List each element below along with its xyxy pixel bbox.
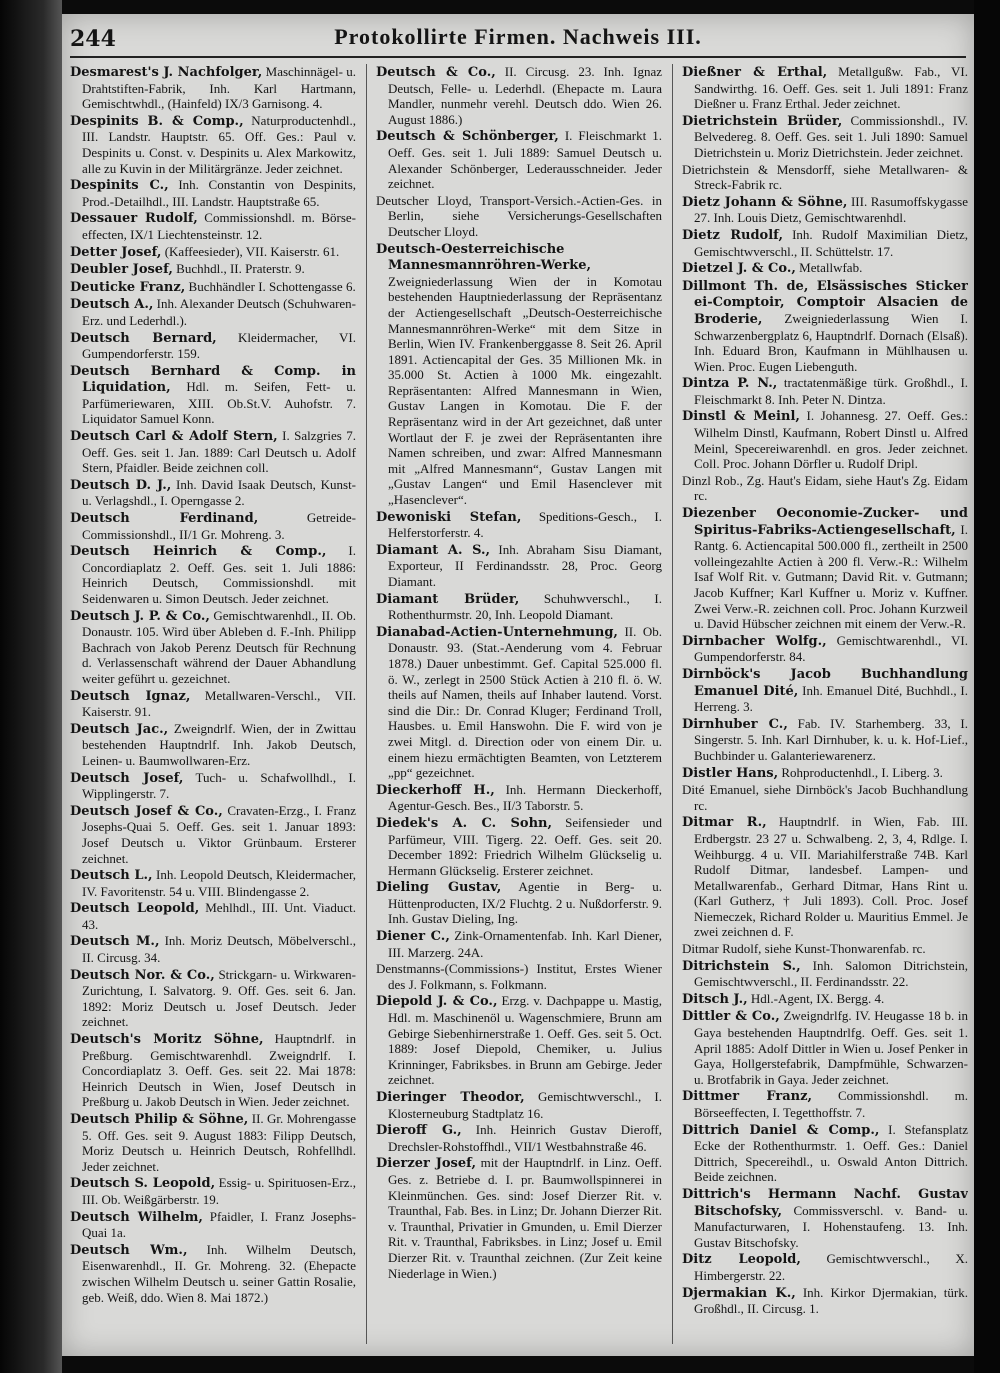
firm-name: Dirnbacher Wolfg., — [682, 633, 827, 649]
firm-name: Deutsch's Moritz Söhne, — [70, 1032, 264, 1048]
firm-name: Deutsch Philip & Söhne, — [70, 1112, 249, 1127]
firm-name: Djermakian K., — [682, 1285, 796, 1301]
firm-name: Diamant Brüder, — [376, 591, 520, 607]
entry-text: Zweigniederlassung Wien der in Komotau bestehenden Hauptniederlassung der Repräsentanz der Actiengesellschaft „Deutsch-Oesterreichische Mannesmannröhren-Werke“ mit dem Sitze in Berlin, Wien IV. Frankenberggasse 8. Seit 26. April 1891. Actiencapital der Ges. 35 Millionen Mk. in 35.000 St. Actien à 1000 Mk. eingezahlt. Repräsentanten: Alfred Mannesmann in Wien, Gustav Langen in Komotau. Die F. der Repräsentanz wird in der Art gezeichnet, daß unter Wortlaut der F. je zwei der Repräsentanten ihre Namen schreiben, und zwar: Alfred Mannesmann mit „Alfred Mannesmann“, Gustav Langen mit „Gustav Langen“ und Emil Hasenclever mit „Hasenclever“. — [388, 273, 662, 508]
firm-name: Dieling Gustav, — [376, 880, 502, 896]
firm-name: Dierzer Josef, — [376, 1156, 476, 1172]
directory-entry — [682, 958, 968, 990]
firm-name: Diener C., — [376, 929, 450, 945]
firm-name: Deutsch Nor. & Co., — [70, 967, 215, 983]
scan-border — [974, 0, 1000, 1373]
directory-entry — [682, 1088, 968, 1120]
firm-name: Deuticke Franz, — [70, 279, 186, 295]
directory-entry — [70, 477, 356, 509]
directory-entry — [70, 363, 356, 427]
entry-text: Inh. Salomon Ditrichstein, Gemischtwverschl., II. Ferdinandsstr. 22. — [694, 957, 968, 990]
entry-text: Buchhändler I. Schottengasse 6. — [188, 278, 356, 294]
directory-entry — [376, 782, 662, 814]
firm-name: Deutsch Wilhelm, — [70, 1209, 203, 1225]
entry-text: I. Salzgries 7. Oeff. Ges. seit 1. Jan. 1889: Carl Deutsch u. Adolf Stern, Pfaidler. Beide zeichnen coll. — [82, 428, 356, 476]
directory-entry — [682, 1122, 968, 1185]
firm-name: Deutsch Heinrich & Comp., — [70, 544, 327, 560]
entry-text: Inh. Constantin von Despinits, Prod.-Detailhdl., III. Landstr. Hauptstraße 65. — [82, 177, 356, 209]
firm-name: Diamant A. S., — [376, 542, 491, 558]
entry-text: Schuhwverschl., I. Rothenthurmstr. 20, Inh. Leopold Diamant. — [388, 590, 662, 623]
directory-page — [62, 14, 974, 1356]
entry-text: Fab. IV. Starhemberg. 33, I. Singerstr. 5. Inh. Karl Dirnhuber, k. u. k. Hof-Lief., Buchbinder u. Galanteriewarenerz. — [694, 715, 968, 763]
directory-entry — [682, 782, 968, 813]
directory-entry — [682, 765, 968, 782]
directory-entry — [376, 879, 662, 927]
directory-entry — [682, 64, 968, 112]
entry-text: Speditions-Gesch., I. Helferstorferstr. 4. — [388, 508, 662, 541]
entry-text: Maschinnägel- u. Drahtstiften-Fabrik, Inh. Karl Hartmann, Gemischtwhdl., (Hainfeld) IX/3 Garnisong. 4. — [82, 64, 356, 112]
directory-entry — [682, 1251, 968, 1283]
directory-entry — [682, 1008, 968, 1087]
directory-entry — [70, 244, 356, 261]
firm-name: Dietz Rudolf, — [682, 227, 783, 243]
firm-name: Diepold J. & Co., — [376, 994, 498, 1010]
firm-name: Dittrich Daniel & Comp., — [682, 1122, 880, 1138]
firm-name: Diedek's A. C. Sohn, — [376, 815, 553, 831]
directory-entry — [70, 261, 356, 278]
firm-name: Deutsch M., — [70, 934, 160, 950]
entry-text: Zweigndrlfg. IV. Heugasse 18 b. in Gaya bestehenden Hauptndrlfg. Oeff. Ges. seit 1. April 1885: Adolf Dittler in Wien u. Josef Penker in Gaya, Hollgerstefabrik, Dampfmühle, Schwarzen- u. Brotfabrik in Gaya. Jeder zeichnet. — [694, 1008, 968, 1087]
directory-entry — [376, 64, 662, 127]
entry-text: Mehlhdl., III. Unt. Viaduct. 43. — [82, 900, 356, 932]
directory-entry — [376, 128, 662, 191]
directory-entry — [70, 1242, 356, 1305]
entry-text: Rohproductenhdl., I. Liberg. 3. — [781, 764, 943, 780]
firm-name: Despinits C., — [70, 178, 169, 194]
firm-name: Deutsch & Schönberger, — [376, 129, 559, 145]
firm-name: Deutsch A., — [70, 297, 154, 313]
page-header — [62, 22, 974, 56]
entry-text: Agentie in Berg- u. Hüttenproducten, IX/2 Fluchtg. 2 u. Nußdorferstr. 9. Inh. Gustav Dieling, Ing. — [388, 879, 662, 927]
firm-name: Dieroff G., — [376, 1123, 462, 1139]
firm-name: Despinits B. & Comp., — [70, 113, 244, 129]
entry-text: Essig- u. Spirituosen-Erz., III. Ob. Weißgärberstr. 19. — [82, 1175, 356, 1207]
entry-text: Dinzl Rob., Zg. Haut's Eidam, siehe Haut's Zg. Eidam rc. — [682, 472, 968, 504]
directory-entry — [682, 260, 968, 277]
firm-name: Dießner & Erthal, — [682, 65, 828, 80]
entry-text: Hauptndrlf. in Wien, Fab. III. Erdbergstr. 23 27 u. Schwalbeng. 2, 3, 4, Rdlge. I. Weihburgg. 4 u. VII. Mariahilferstraße 74B. Karl Rudolf Ditmar, landesbef. Lampen- und Metallwarenfab., Gerhard Ditmar, Hans Rint u. (Karl Gutherz, † Juli 1893). Coll. Proc. Josef Niemeczek, Richard Rolder u. Mauritius Emmel. Je zwei zeichnen d. F. — [694, 814, 968, 940]
firm-name: Dittler & Co., — [682, 1009, 780, 1025]
firm-name: Dintza P. N., — [682, 376, 778, 392]
directory-entry — [682, 941, 968, 957]
directory-entry — [682, 991, 968, 1008]
firm-name: Dianabad-Actien-Unternehmung, — [376, 624, 618, 640]
entry-text: Hdl.-Agent, IX. Bergg. 4. — [750, 990, 885, 1006]
entry-text: Inh. Hermann Dieckerhoff, Agentur-Gesch. Bes., II/3 Taborstr. 5. — [388, 781, 662, 814]
entry-text: Metallwaren-Verschl., VII. Kaiserstr. 91. — [82, 687, 356, 720]
entry-text: Dietrichstein & Mensdorff, siehe Metallwaren- & Streck-Fabrik rc. — [682, 161, 968, 193]
entry-text: Gemischtwverschl., X. Himbergerstr. 22. — [694, 1251, 968, 1283]
firm-name: Dirnböck's Jacob Buchhandlung Emanuel Dité, — [682, 666, 968, 699]
firm-name: Dietrichstein Brüder, — [682, 113, 843, 129]
firm-name: Deutsch Leopold, — [70, 901, 200, 917]
entry-text: Inh. Wilhelm Deutsch, Eisenwarenhdl., II. Gr. Mohreng. 32. (Ehepacte zwischen Wilhelm Deutsch u. seiner Gattin Rosalie, geb. Weiß, ddo. Wien 8. Mai 1872.) — [82, 1241, 356, 1305]
directory-entry — [70, 64, 356, 112]
entry-text: Buchhdl., II. Praterstr. 9. — [176, 261, 305, 277]
entry-text: Seifensieder und Parfümeur, VIII. Tigerg. 22. Oeff. Ges. seit 20. December 1892: Friedrich Wilhelm Glückselig u. Hermann Glückselig. Ersterer zeichnet. — [388, 814, 662, 878]
directory-entry — [70, 867, 356, 899]
entry-text: Metallwfab. — [799, 260, 863, 276]
firm-name: Deutsch L., — [70, 868, 153, 884]
directory-entry — [70, 967, 356, 1030]
book-gutter-shadow — [0, 0, 62, 1373]
entry-text: Erzg. v. Dachpappe u. Mastig, Hdl. m. Maschinenöl u. Wagenschmiere, Brunn am Gebirge Siebenhirnerstraße 1. Oeff. Ges. seit 5. Oct. 1889: Josef Diepold, Chemiker, u. Julius Krinninger, Fabriksbes. in Brunn am Gebirge. Jeder zeichnet. — [388, 993, 662, 1088]
entry-text: Cravaten-Erzg., I. Franz Josephs-Quai 5. Oeff. Ges. seit 1. Januar 1893: Josef Deutsch u. Viktor Grünbaum. Ersterer zeichnet. — [82, 802, 356, 866]
firm-name: Diezenber Oeconomie-Zucker- und Spiritus-Fabriks-Actiengesellschaft, — [682, 506, 968, 538]
directory-entry — [70, 1031, 356, 1110]
entry-text: Inh. Emanuel Dité, Buchhdl., I. Herreng. 3. — [694, 682, 968, 715]
firm-name: Deutsch & Co., — [376, 65, 496, 80]
directory-entry — [682, 666, 968, 715]
directory-entry — [376, 993, 662, 1088]
firm-name: Deutsch Josef & Co., — [70, 803, 223, 819]
directory-entry — [70, 543, 356, 606]
directory-entry — [70, 770, 356, 802]
entry-text: (Kaffeesieder), VII. Kaiserstr. 61. — [164, 243, 340, 259]
directory-entry — [70, 608, 356, 687]
directory-entry — [70, 1111, 356, 1174]
directory-entry — [682, 473, 968, 504]
directory-entry — [70, 279, 356, 296]
entry-text: Commissionshdl. m. Börseeffecten, I. Tegetthoffstr. 7. — [694, 1088, 968, 1120]
entry-text: Tuch- u. Schafwollhdl., I. Wipplingerstr. 7. — [82, 769, 356, 802]
firm-name: Desmarest's J. Nachfolger, — [70, 65, 263, 80]
entry-text: II. Ob. Donaustr. 93. (Stat.-Aenderung vom 4. Februar 1878.) Dauer unbestimmt. Gef. Capital 525.000 fl. ö. W., zerlegt in 2500 Stück Actien à 210 fl. ö. W. theils auf Namen, theils auf Inhaber lautend. Vorst. sind die Dir.: Dr. Conrad Kluger; Ferdinand Troll, Hausbes. u. Emil Hanswohn. Die F. wird von je zwei Mitgl. d. Direction oder von einem Dir. u. einem hiezu ermächtigten Beamten, von Letzterem „pp“ gezeichnet. — [388, 623, 662, 781]
firm-name: Deutsch Bernhard & Comp. in Liquidation, — [70, 363, 356, 396]
firm-name: Dirnhuber C., — [682, 716, 788, 732]
entry-text: Inh. David Isaak Deutsch, Kunst- u. Verlagshdl., I. Operngasse 2. — [82, 476, 356, 509]
firm-name: Ditsch J., — [682, 991, 748, 1007]
firm-name: Deutsch Josef, — [70, 770, 184, 786]
column-3 — [682, 64, 968, 1344]
entry-text: Denstmanns-(Commissions-) Institut, Erstes Wiener des J. Folkmann, s. Folkmann. — [376, 961, 662, 992]
directory-entry — [682, 1186, 968, 1250]
firm-name: Deutsch Jac., — [70, 721, 169, 737]
directory-entry — [376, 193, 662, 240]
entry-text: Ditmar Rudolf, siehe Kunst-Thonwarenfab. rc. — [682, 941, 926, 957]
column-divider — [366, 64, 367, 1344]
entry-text: Zink-Ornamentenfab. Inh. Karl Diener, III. Marzerg. 24A. — [388, 928, 662, 960]
column-1 — [70, 64, 356, 1344]
directory-entry — [376, 928, 662, 960]
column-2 — [376, 64, 662, 1344]
directory-entry — [70, 721, 356, 769]
directory-entry — [70, 210, 356, 242]
firm-name: Deutsch Bernard, — [70, 330, 217, 346]
directory-entry — [70, 688, 356, 720]
entry-text: I. Rantg. 6. Actiencapital 500.000 fl., zertheilt in 2500 volleingezahlte Actien à 200 fl. Verw.-R.: Wilhelm Isaf Wolf Rit. v. Gutmann; David Rit. v. Gutmann; Jacob Kuffner; Karl Kuffner u. Moriz v. Kuffner. Zwei Verw.-R. zeichnen coll. Proc. Johann Kurzweil u. David Hübscher zeichnen mit einem der Verw.-R. — [694, 521, 968, 632]
firm-name: Dittmer Franz, — [682, 1089, 812, 1105]
firm-name: Dietz Johann & Söhne, — [682, 194, 848, 210]
directory-entry — [70, 177, 356, 209]
directory-entry — [682, 113, 968, 161]
entry-text: Inh. Rudolf Maximilian Dietz, Gemischtwverschl., II. Schüttelstr. 17. — [694, 226, 968, 259]
entry-text: Metallgußw. Fab., VI. Sandwirthg. 16. Oeff. Ges. seit 1. Juli 1891: Franz Dießner u. Franz Erthal. Jeder zeichnet. — [694, 64, 968, 112]
entry-text: II. Circusg. 23. Inh. Ignaz Deutsch, Felle- u. Lederhdl. (Ehepacte m. Laura Mandler, nunmehr verehl. Deutsch ddo. Wien 26. August 1886.) — [388, 64, 662, 127]
directory-entry — [682, 194, 968, 226]
firm-name: Deutsch Ferdinand, — [70, 511, 259, 527]
entry-text: Hdl. m. Seifen, Fett- u. Parfümeriewaren, XIII. Ob.St.V. Auhofstr. 7. Liquidator Samuel Konn. — [82, 379, 356, 427]
firm-name: Deubler Josef, — [70, 262, 173, 278]
entry-text: Gemischtwarenhdl., II. Ob. Donaustr. 105. Wird über Ableben d. F.-Inh. Philipp Bachrach von Jakob Perenz Deutsch für Rechnung d. Verlassenschaft während der Dauer Abhandlung weiter geführt u. gezeichnet. — [82, 607, 356, 686]
firm-name: Deutsch-Oesterreichische Mannesmannröhren-Werke, — [376, 241, 592, 274]
entry-text: mit der Hauptndrlf. in Linz. Oeff. Ges. z. Betriebe d. I. pr. Baumwollspinnerei in Kleinmünchen. Ges. sind: Josef Dierzer Rit. v. Traunthal, Fab. Bes. in Linz; Dr. Johann Dierzer Rit. v. Traunthal, Privatier in Gmunden, u. Emil Dierzer Rit. v. Traunthal, Fabriksbes. in Linz; Josef u. Emil Dierzer Rit. v. Traunthal zeichnen. (Zur Zeit keine Niederlage in Wien.) — [388, 1155, 662, 1281]
entry-text: I. Fleischmarkt 1. Oeff. Ges. seit 1. Juli 1889: Samuel Deutsch u. Alexander Schönberger, Lederausschneider. Jeder zeichnet. — [388, 128, 662, 192]
directory-entry — [682, 227, 968, 259]
directory-entry — [70, 428, 356, 476]
firm-name: Dieckerhoff H., — [376, 782, 495, 798]
directory-entry — [682, 408, 968, 471]
firm-name: Deutsch Carl & Adolf Stern, — [70, 429, 278, 445]
firm-name: Dietzel J. & Co., — [682, 261, 796, 277]
entry-text: Deutscher Lloyd, Transport-Versich.-Actien-Ges. in Berlin, siehe Versicherungs-Gesellschaften Deutscher Lloyd. — [376, 192, 662, 239]
directory-entry — [376, 241, 662, 508]
entry-text: Strickgarn- u. Wirkwaren-Zurichtung, I. Salvatorg. 9. Off. Ges. seit 6. Jan. 1892: Moriz Deutsch u. Josef Deutsch. Jeder zeichnet. — [82, 966, 356, 1030]
directory-entry — [70, 113, 356, 176]
firm-name: Ditrichstein S., — [682, 958, 801, 974]
directory-entry — [70, 510, 356, 542]
directory-entry — [376, 961, 662, 992]
directory-entry — [682, 716, 968, 764]
directory-entry — [376, 591, 662, 623]
directory-entry — [70, 1175, 356, 1207]
entry-text: Inh. Moriz Deutsch, Möbelverschl., II. Circusg. 34. — [82, 933, 356, 966]
entry-text: Kleidermacher, VI. Gumpendorferstr. 159. — [82, 329, 356, 362]
entry-text: Gemischtwarenhdl., VI. Gumpendorferstr. 84. — [694, 632, 968, 665]
directory-entry — [376, 509, 662, 541]
directory-entry — [682, 162, 968, 193]
entry-text: I. Johannesg. 27. Oeff. Ges.: Wilhelm Dinstl, Kaufmann, Robert Dinstl u. Alfred Meinl, Specereiwarenhdl. en gros. Jeder zeichnet. Coll. Proc. Johann Dörfler u. Rudolf Dripl. — [694, 408, 968, 472]
firm-name: Ditmar R., — [682, 815, 767, 831]
entry-text: Naturproductenhdl., III. Landstr. Hauptstr. 65. Off. Ges.: Paul v. Despinits u. Const. v. Despinits u. Alex Markowitz, alle zu Kuvin in der Militärgränze. Jeder zeichnet. — [82, 112, 356, 176]
entry-text: Inh. Kirkor Djermakian, türk. Großhdl., II. Circusg. 1. — [694, 1284, 968, 1317]
entry-text: Inh. Leopold Deutsch, Kleidermacher, IV. Favoritenstr. 54 u. VIII. Blindengasse 2. — [82, 867, 356, 899]
entry-text: Commissionshdl., IV. Belvedereg. 8. Oeff. Ges. seit 1. Juli 1890: Samuel Dietrichstein u. Moriz Dietrichstein. Jeder zeichnet. — [694, 112, 968, 160]
entry-text: II. Gr. Mohrengasse 5. Off. Ges. seit 9. August 1883: Filipp Deutsch, Moriz Deutsch u. Heinrich Deutsch, Rohfellhdl. Jeder zeichnet. — [82, 1111, 356, 1174]
directory-entry — [70, 803, 356, 866]
firm-name: Deutsch D. J., — [70, 477, 172, 493]
entry-text: Pfaidler, I. Franz Josephs-Quai 1a. — [82, 1208, 356, 1241]
entry-text: Commissionshdl. m. Börse-effecten, IX/1 Liechtensteinstr. 12. — [82, 210, 356, 242]
entry-text: I. Concordiaplatz 2. Oeff. Ges. seit 1. Juli 1886: Heinrich Deutsch, Commissionshdl. mit Seidenwaren u. Simon Deutsch. Jeder zeichnet. — [82, 543, 356, 606]
running-title: Protokollirte Firmen. Nachweis III. — [334, 24, 702, 49]
directory-entry — [70, 933, 356, 965]
directory-entry — [682, 1285, 968, 1317]
entry-text: Getreide-Commissionshdl., II/1 Gr. Mohreng. 3. — [82, 510, 356, 542]
firm-name: Ditz Leopold, — [682, 1252, 801, 1268]
directory-entry — [70, 330, 356, 362]
entry-text: Gemischtwverschl., I. Klosterneuburg Stadtplatz 16. — [388, 1089, 662, 1121]
entry-text: Dité Emanuel, siehe Dirnböck's Jacob Buchhandlung rc. — [682, 782, 968, 813]
firm-name: Dittrich's Hermann Nachf. Gustav Bitschofsky, — [682, 1186, 968, 1219]
entry-text: tractatenmäßige türk. Großhdl., I. Fleischmarkt 8. Inh. Peter N. Dintza. — [694, 375, 968, 407]
directory-entry — [682, 814, 968, 940]
directory-entry — [376, 815, 662, 878]
entry-text: Inh. Alexander Deutsch (Schuhwaren-Erz. und Lederhdl.). — [82, 296, 356, 328]
firm-name: Detter Josef, — [70, 244, 162, 260]
header-rule — [70, 56, 966, 58]
entry-text: Inh. Heinrich Gustav Dieroff, Drechsler-Rohstoffhdl., VII/1 Westbahnstraße 46. — [388, 1122, 662, 1154]
directory-entry — [376, 1089, 662, 1121]
firm-name: Distler Hans, — [682, 765, 779, 781]
firm-name: Deutsch Ignaz, — [70, 688, 191, 704]
firm-name: Deutsch Wm., — [70, 1242, 188, 1258]
directory-entry — [376, 624, 662, 781]
entry-text: Zweigndrlf. Wien, der in Zwittau bestehenden Hauptndrlf. Inh. Jakob Deutsch, Leinen- u. Baumwollwaren-Erz. — [82, 720, 356, 768]
firm-name: Deutsch S. Leopold, — [70, 1176, 216, 1192]
directory-entry — [70, 1209, 356, 1241]
directory-entry — [682, 375, 968, 407]
firm-name: Dewoniski Stefan, — [376, 509, 522, 525]
directory-entry — [682, 505, 968, 632]
directory-entry — [682, 633, 968, 665]
directory-entry — [376, 1155, 662, 1281]
directory-entry — [682, 278, 968, 375]
entry-text: Commissverschl. v. Band- u. Manufacturwaren, I. Hohenstaufeng. 13. Inh. Gustav Bitschofsky. — [694, 1202, 968, 1250]
directory-entry — [70, 296, 356, 328]
directory-entry — [376, 1122, 662, 1154]
entry-text: Hauptndrlf. in Preßburg. Gemischtwarenhdl. Zweigndrlf. I. Concordiaplatz 3. Oeff. Ges. seit 22. Mai 1878: Heinrich Deutsch in Wien, Josef Deutsch in Preßburg u. Jakob Deutsch in Wien. Jeder zeichnet. — [82, 1031, 356, 1110]
directory-entry — [376, 542, 662, 590]
firm-name: Deutsch J. P. & Co., — [70, 608, 210, 624]
firm-name: Dieringer Theodor, — [376, 1090, 525, 1105]
firm-name: Dinstl & Meinl, — [682, 409, 800, 425]
entry-text: III. Rasumoffskygasse 27. Inh. Louis Dietz, Gemischtwarenhdl. — [694, 193, 968, 226]
entry-text: Inh. Abraham Sisu Diamant, Exporteur, II Ferdinandsstr. 28, Proc. Georg Diamant. — [388, 541, 662, 589]
column-divider — [672, 64, 673, 1344]
firm-name: Dessauer Rudolf, — [70, 211, 198, 227]
directory-entry — [70, 900, 356, 932]
entry-text: Zweigniederlassung Wien I. Schwarzenbergplatz 6, Hauptndrlf. Dornach (Elsaß). Inh. Eduard Bron, Kaufmann in Mühlhausen u. Wien. Proc. Eugen Liebenguth. — [694, 310, 968, 374]
entry-text: I. Stefansplatz Ecke der Rothenthurmstr. 1. Oeff. Ges.: Daniel Dittrich, Specereihdl., u. Oswald Anton Dittrich. Beide zeichnen. — [694, 1121, 968, 1185]
firm-name: Dillmont Th. de, Elsässisches Sticker ei-Comptoir, Comptoir Alsacien de Broderie, — [682, 278, 968, 327]
page-number: 244 — [70, 26, 116, 52]
